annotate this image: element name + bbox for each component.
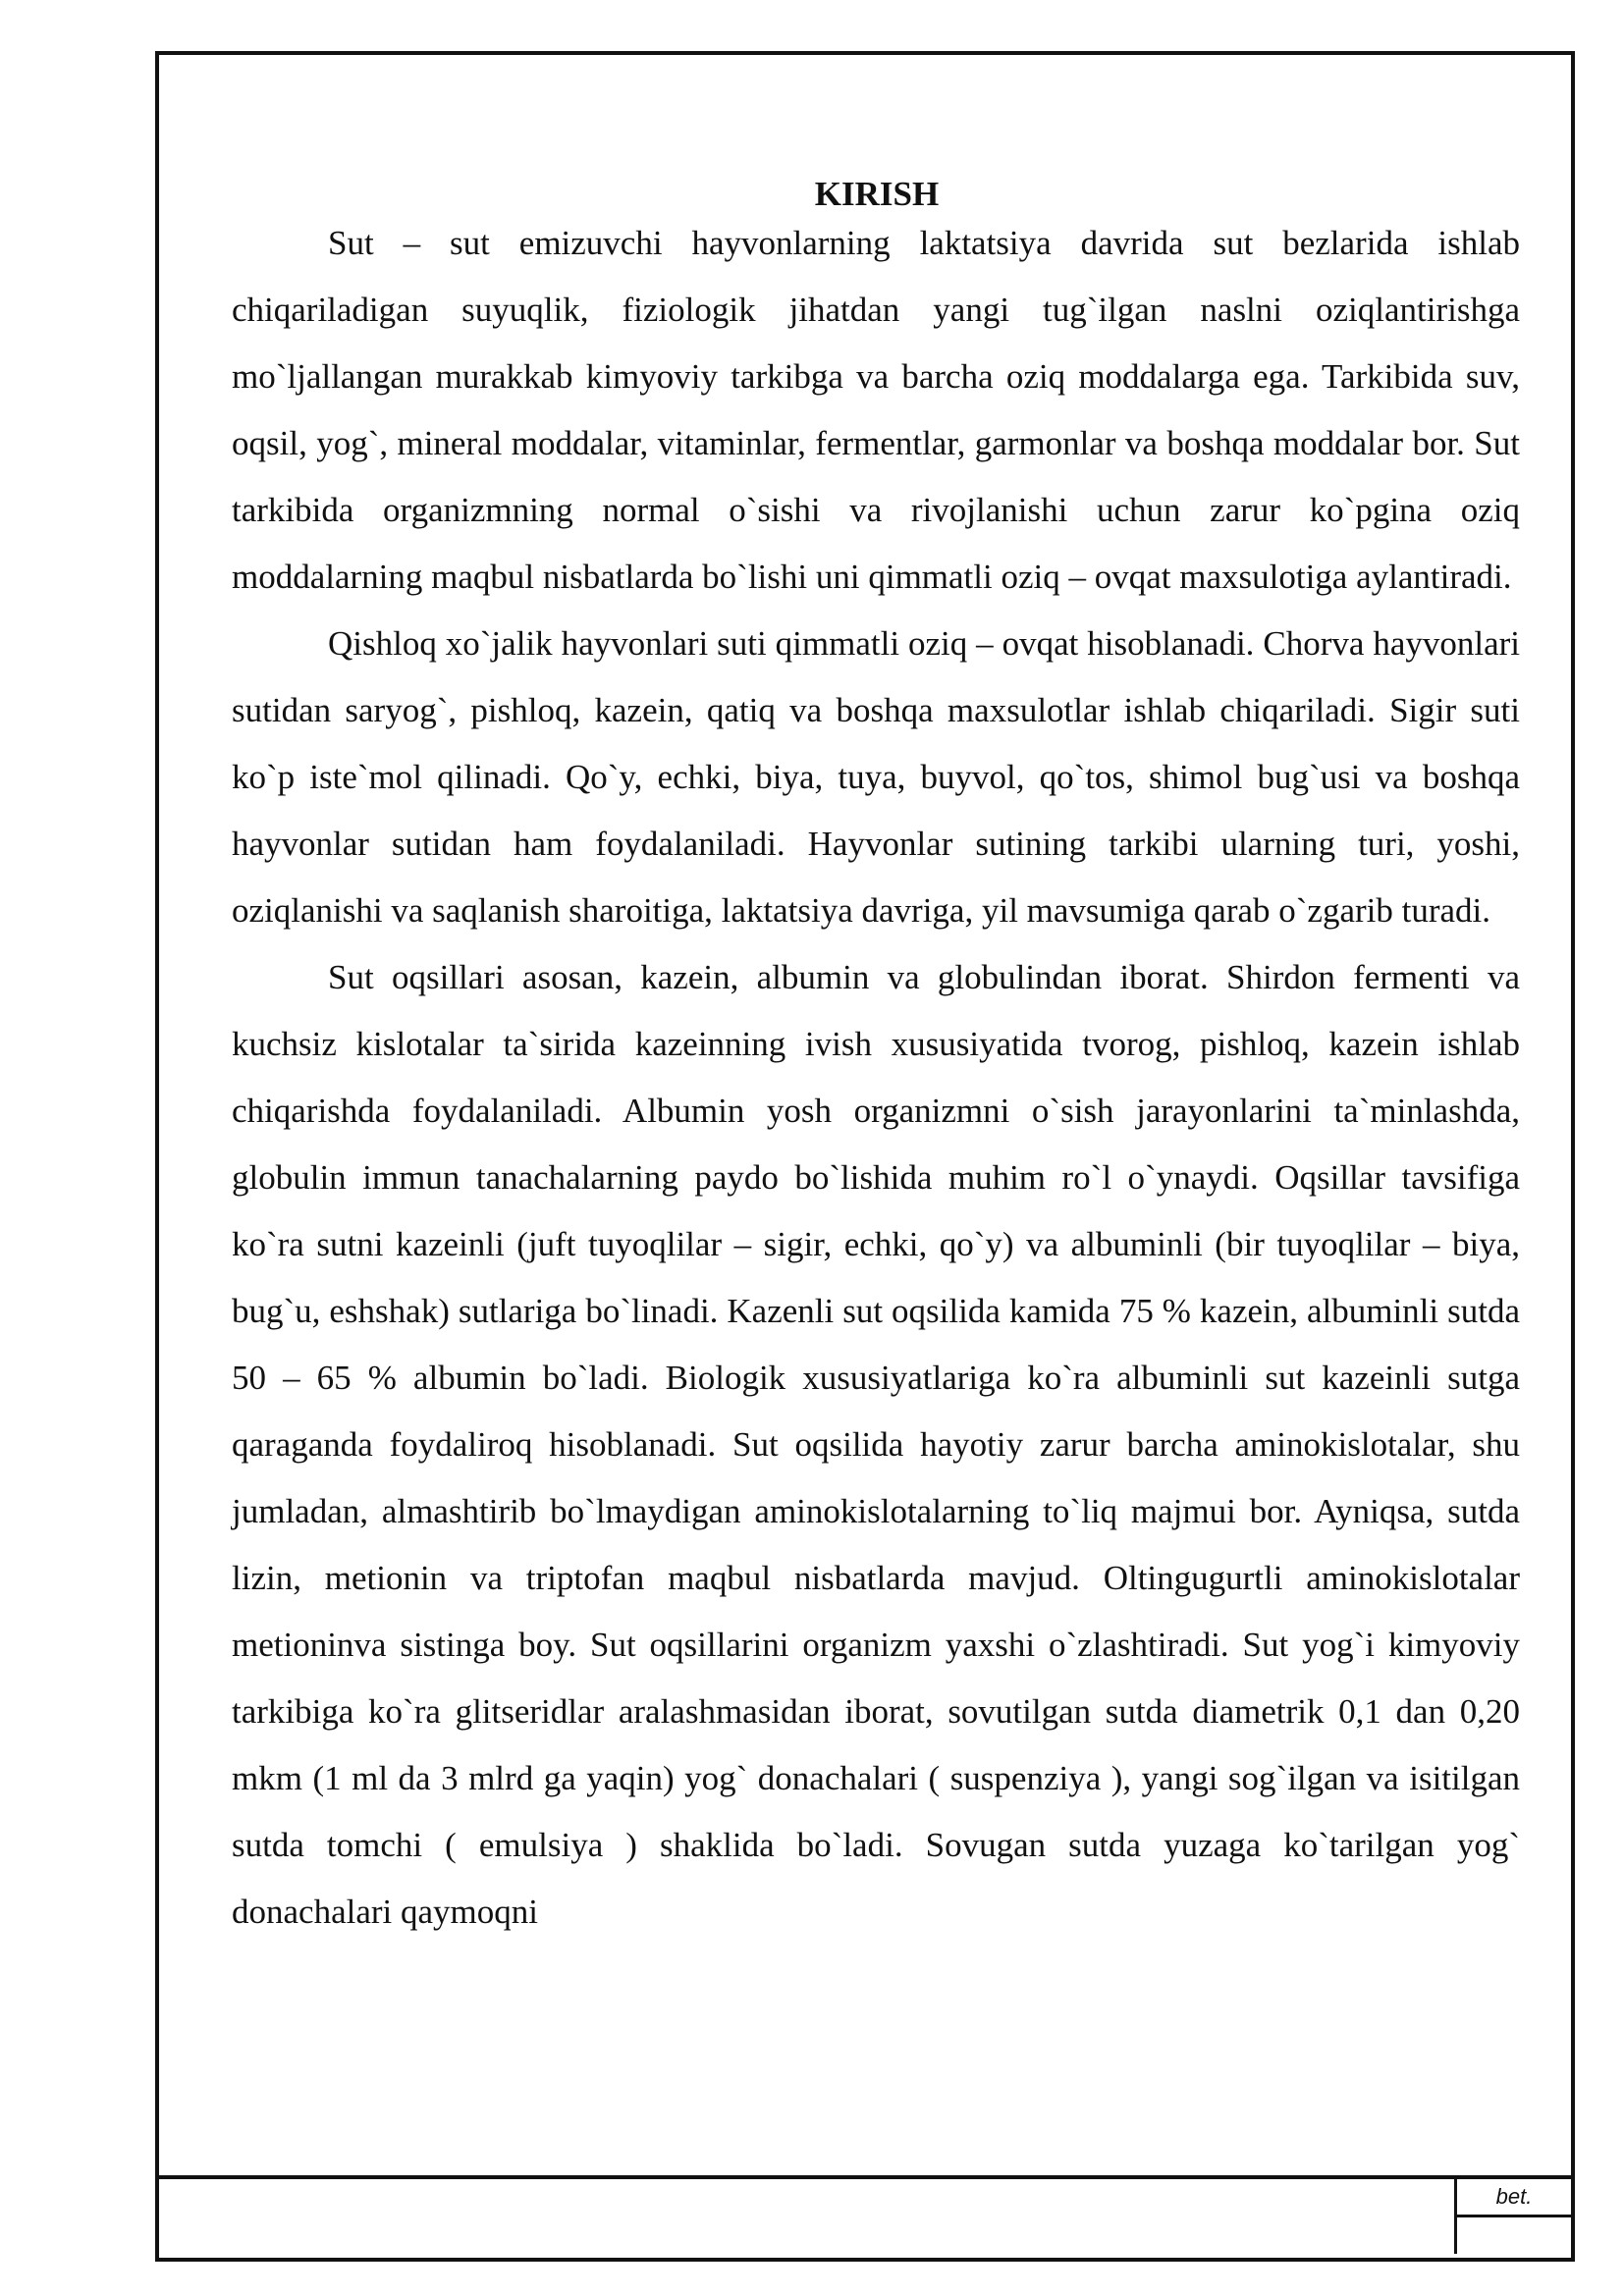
- document-title: KIRISH: [814, 175, 940, 213]
- paragraph-3: Sut oqsillari asosan, kazein, albumin va globulindan iborat. Shirdon fermenti va kuchsiz kislotalar ta`sirida kazeinning ivish xususiyatida tvorog, pishloq, kazein ishlab chiqarishda foydalaniladi. Albumin yosh organizmni o`sish jarayonlarini ta`minlashda, globulin immun tanachalarning paydo bo`lishida muhim ro`l o`ynaydi. Oqsillar tavsifiga ko`ra sutni kazeinli (juft tuyoqlilar – sigir, echki, qo`y) va albuminli (bir tuyoqlilar – biya, bug`u, eshshak) sutlariga bo`linadi. Kazenli sut oqsilida kamida 75 % kazein, albuminli sutda 50 – 65 % albumin bo`ladi. Biologik xususiyatlariga ko`ra albuminli sut kazeinli sutga qaraganda foydaliroq hisoblanadi. Sut oqsilida hayotiy zarur barcha aminokislotalar, shu jumladan, almashtirib bo`lmaydigan aminokislotalarning to`liq majmui bor. Ayniqsa, sutda lizin, metionin va triptofan maqbul nisbatlarda mavjud. Oltingugurtli aminokislotalar metioninva sistinga boy. Sut oqsillarini organizm yaxshi o`zlashtiradi. Sut yog`i kimyoviy tarkibiga ko`ra glitseridlar aralashmasidan iborat, sovutilgan sutda diametrik 0,1 dan 0,20 mkm (1 ml da 3 mlrd ga yaqin) yog` donachalari ( suspenziya ), yangi sog`ilgan va isitilgan sutda tomchi ( emulsiya ) shaklida bo`ladi. Sovugan sutda yuzaga ko`tarilgan yog` donachalari qaymoqni: [232, 958, 1520, 1931]
- paragraph-2: Qishloq xo`jalik hayvonlari suti qimmatli oziq – ovqat hisoblanadi. Chorva hayvonlari sutidan saryog`, pishloq, kazein, qatiq va boshqa maxsulotlar ishlab chiqariladi. Sigir suti ko`p iste`mol qilinadi. Qo`y, echki, biya, tuya, buyvol, qo`tos, shimol bug`usi va boshqa hayvonlar sutidan ham foydalaniladi. Hayvonlar sutining tarkibi ularning turi, yoshi, oziqlanishi va saqlanish sharoitiga, laktatsiya davriga, yil mavsumiga qarab o`zgarib turadi.: [232, 624, 1520, 930]
- footer-stamp: [159, 2175, 1571, 2258]
- document-body: [232, 171, 1520, 1946]
- page-number-label: bet.: [1457, 2179, 1571, 2217]
- paragraph-1: Sut – sut emizuvchi hayvonlarning laktatsiya davrida sut bezlarida ishlab chiqariladigan suyuqlik, fiziologik jihatdan yangi tug`ilgan naslni oziqlantirishga mo`ljallangan murakkab kimyoviy tarkibga va barcha oziq moddalarga ega. Tarkibida suv, oqsil, yog`, mineral moddalar, vitaminlar, fermentlar, garmonlar va boshqa moddalar bor. Sut tarkibida organizmning normal o`sishi va rivojlanishi uchun zarur ko`pgina oziq moddalarning maqbul nisbatlarda bo`lishi uni qimmatli oziq – ovqat maxsulotiga aylantiradi.: [232, 224, 1520, 596]
- page-number-cell: [1454, 2179, 1571, 2254]
